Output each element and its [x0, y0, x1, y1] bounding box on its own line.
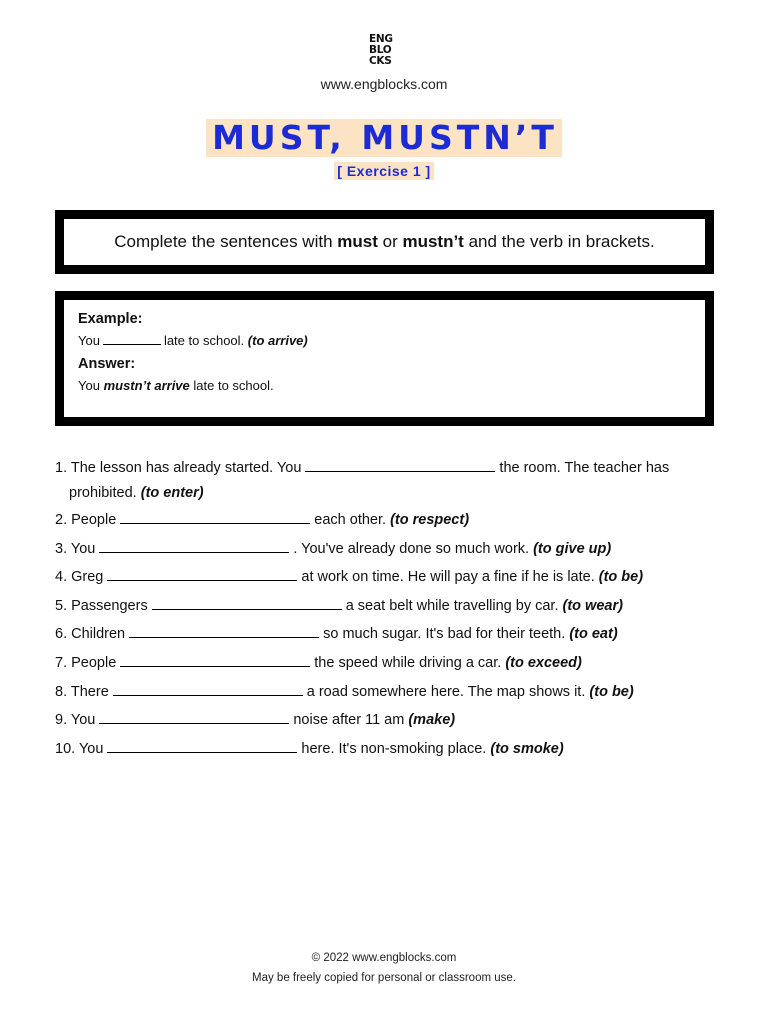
instruction-box — [55, 210, 714, 274]
verb-hint: (to exceed) — [505, 654, 582, 671]
logo-line: ENG — [369, 33, 393, 45]
example-sentence: You late to school. (to arrive) — [78, 333, 308, 348]
answer-label: Answer: — [78, 356, 136, 372]
verb-hint: (to be) — [598, 569, 644, 586]
answer-sentence: You mustn’t arrive late to school. — [78, 378, 274, 393]
answer-blank[interactable] — [107, 741, 297, 753]
verb-hint: (to eat) — [569, 626, 618, 643]
verb-hint: (make) — [408, 712, 456, 729]
question-item: 5. Passengers a seat belt while travelling by car. (to wear) — [55, 597, 623, 614]
answer-blank[interactable] — [305, 460, 495, 472]
example-label: Example: — [78, 311, 143, 327]
question-item: 2. People each other. (to respect) — [55, 512, 470, 528]
answer-blank[interactable] — [113, 684, 303, 696]
verb-hint: (to wear) — [562, 597, 623, 614]
footer-license: May be freely copied for personal or classroom use. — [252, 972, 516, 984]
example-hint: (to arrive) — [247, 333, 308, 348]
answer-blank[interactable] — [99, 541, 289, 553]
answer-blank[interactable] — [99, 712, 289, 724]
logo-line: CKS — [369, 55, 392, 67]
footer-copyright: © 2022 www.engblocks.com — [311, 952, 457, 964]
answer-blank[interactable] — [120, 655, 310, 667]
keyword-mustnt: mustn’t — [402, 232, 464, 251]
verb-hint: (to be) — [589, 683, 634, 700]
logo-line: BLO — [369, 44, 392, 56]
example-box — [55, 291, 714, 426]
verb-hint: (to give up) — [533, 540, 612, 557]
question-item: 6. Children so much sugar. It's bad for their teeth. (to eat) — [55, 626, 618, 643]
example-blank — [103, 344, 161, 345]
answer-text: mustn’t arrive — [103, 378, 190, 393]
answer-blank[interactable] — [120, 512, 310, 524]
answer-blank[interactable] — [129, 626, 319, 638]
question-item: 10. You here. It's non-smoking place. (to smoke) — [55, 740, 564, 757]
keyword-must: must — [337, 232, 378, 251]
page-title: MUST, MUSTN’T — [206, 119, 562, 157]
question-item: 1. The lesson has already started. You the room. The teacher has prohibited. (to enter) — [55, 460, 670, 501]
site-url[interactable]: www.engblocks.com — [320, 76, 448, 92]
verb-hint: (to enter) — [140, 485, 204, 501]
question-item: 3. You . You've already done so much work. (to give up) — [55, 540, 612, 557]
question-item: 7. People the speed while driving a car. (to exceed) — [55, 654, 582, 671]
question-item: 8. There a road somewhere here. The map shows it. (to be) — [55, 683, 634, 700]
instruction-text: Complete the sentences with must or mustn’t and the verb in brackets. — [114, 232, 655, 251]
question-item: 4. Greg at work on time. He will pay a fine if he is late. (to be) — [55, 569, 644, 586]
verb-hint: (to respect) — [390, 512, 470, 528]
exercise-subtitle: [ Exercise 1 ] — [334, 162, 433, 180]
engblocks-logo — [369, 34, 399, 67]
answer-blank[interactable] — [107, 569, 297, 581]
answer-blank[interactable] — [152, 598, 342, 610]
question-item: 9. You noise after 11 am (make) — [55, 712, 456, 729]
verb-hint: (to smoke) — [490, 740, 564, 757]
question-list — [55, 458, 715, 767]
